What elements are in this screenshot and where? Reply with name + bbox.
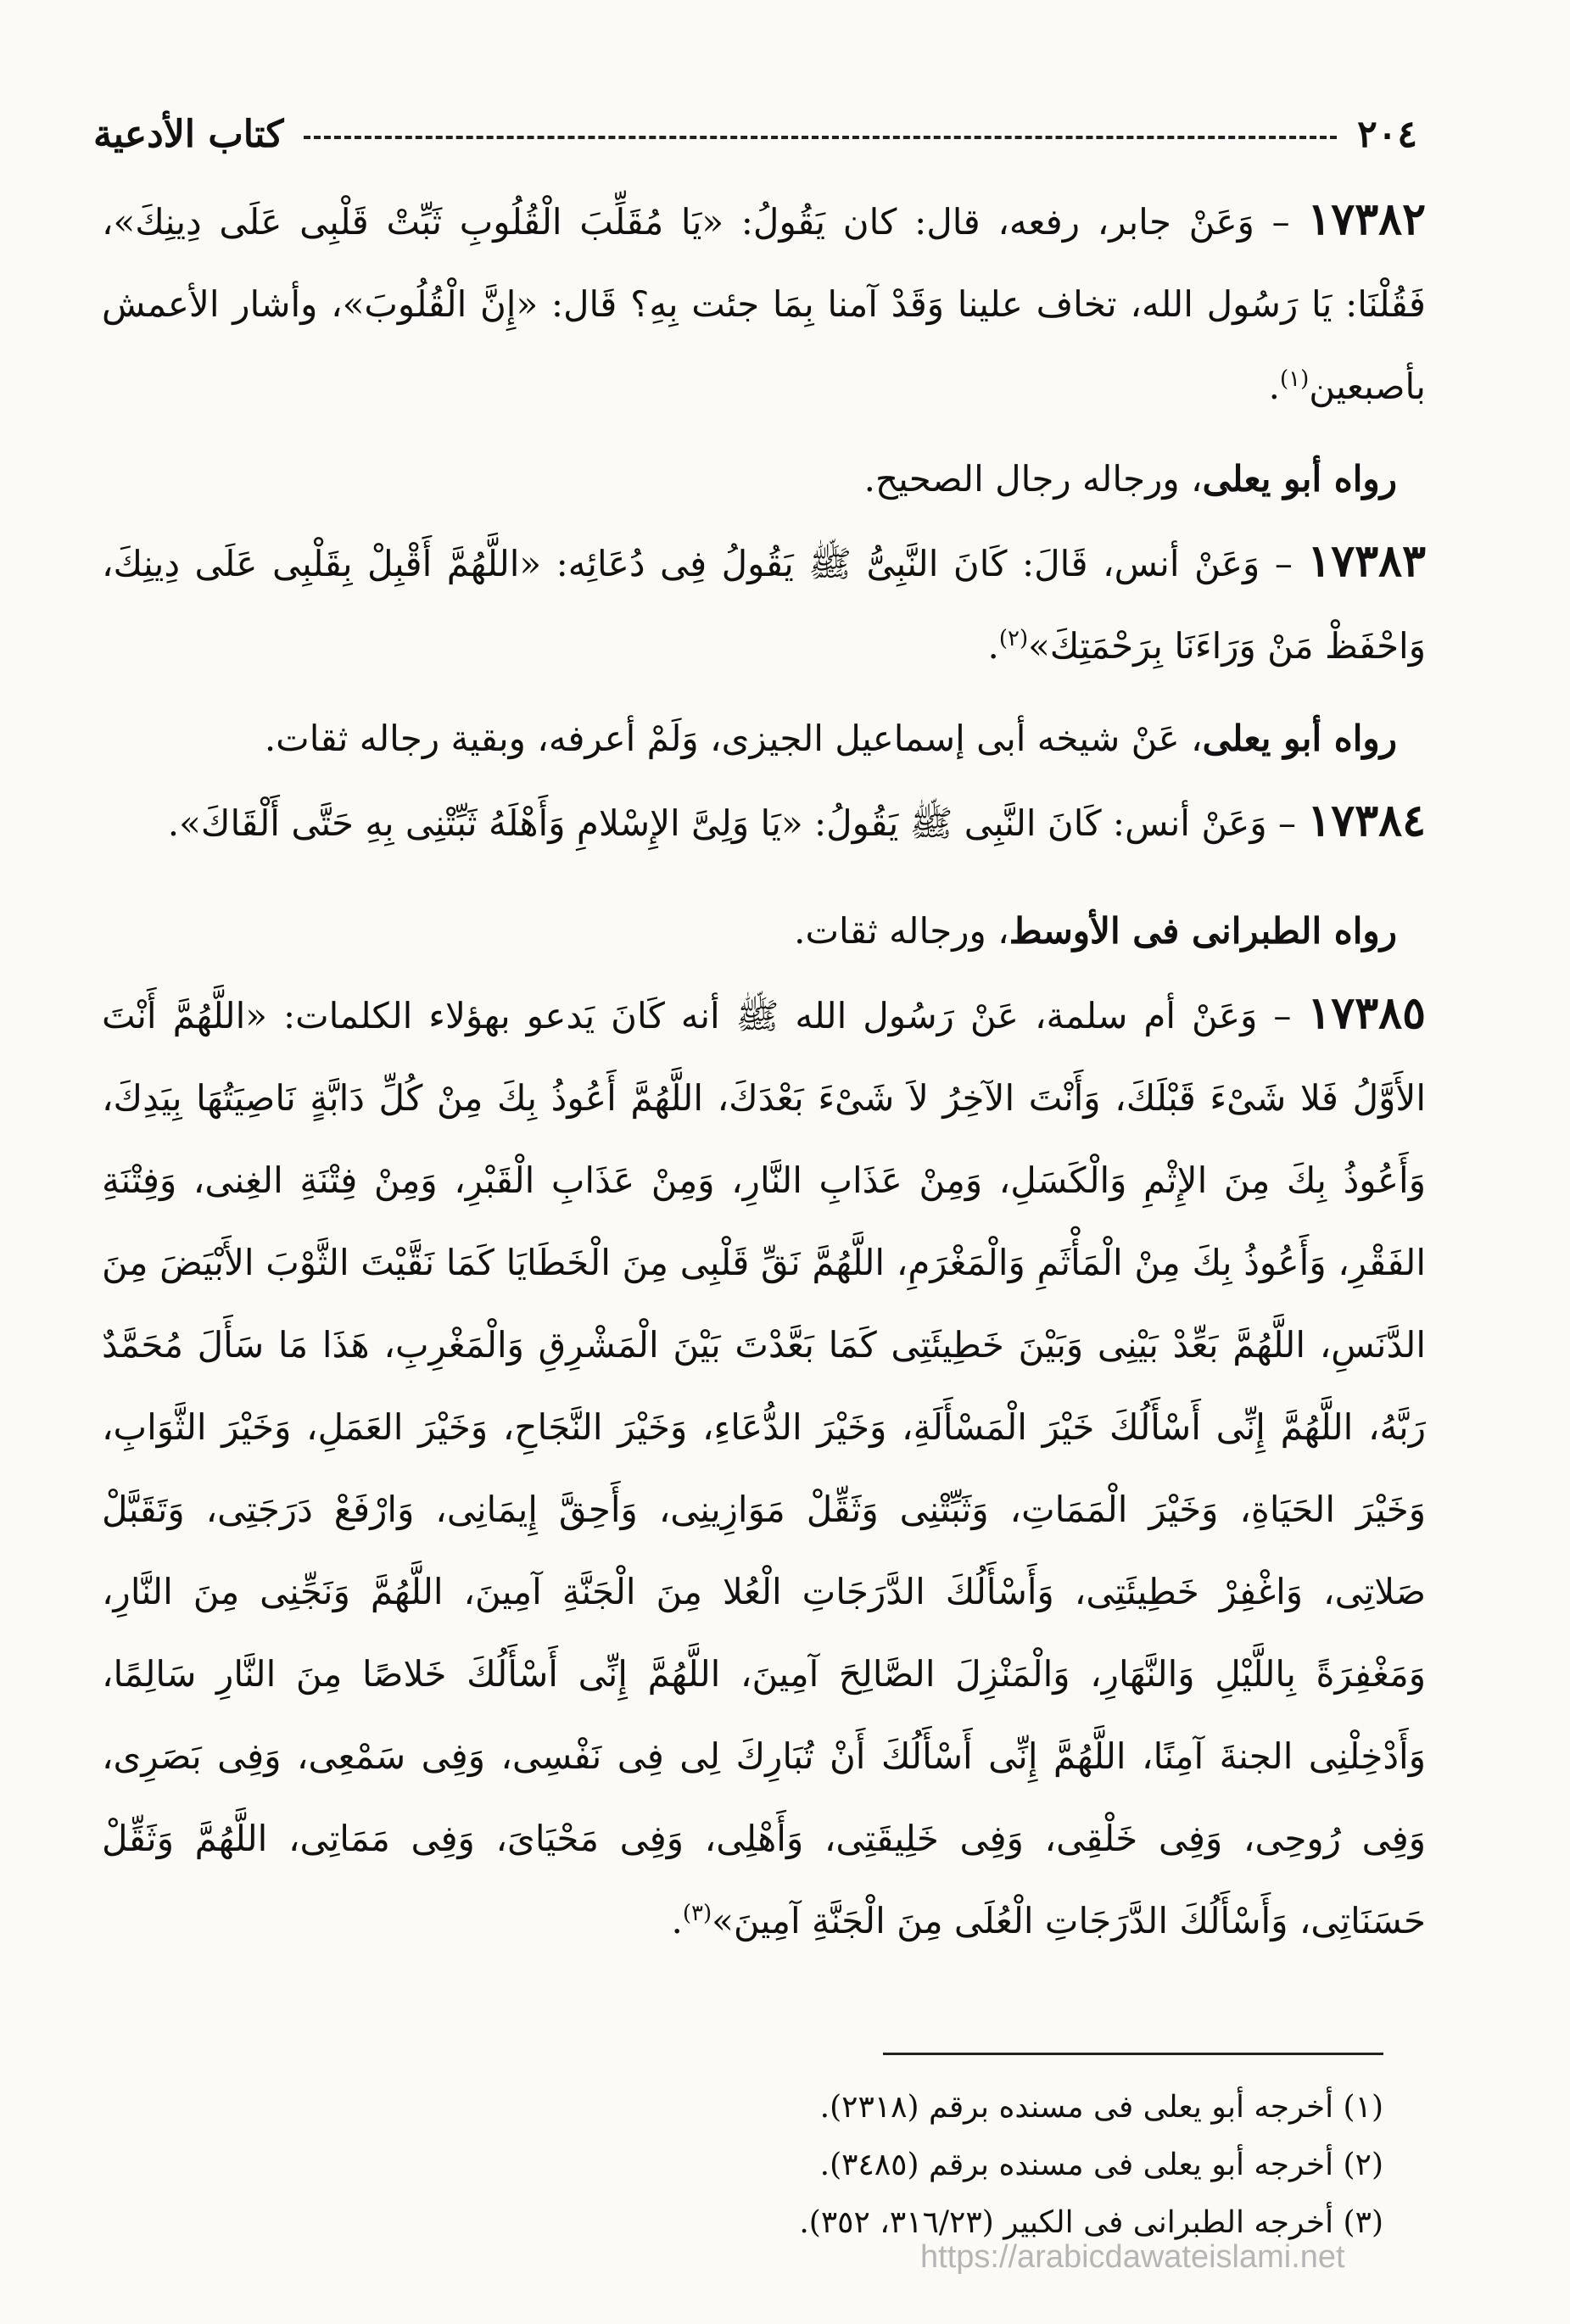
narration-rest: ، ورجاله رجال الصحيح. bbox=[863, 458, 1203, 500]
hadith-number: ١٧٣٨٤ bbox=[1307, 795, 1426, 846]
narration-note bbox=[102, 890, 1426, 972]
narration-note bbox=[102, 438, 1426, 520]
page-number: ٢٠٤ bbox=[1357, 112, 1417, 156]
watermark-url: https://arabicdawateislami.net bbox=[920, 2239, 1345, 2275]
hadith-text: – وَعَنْ أنس، قَالَ: كَانَ النَّبِىُّ ﷺ يَقُولُ فِى دُعَائِه: «اللَّهُمَّ أَقْبِلْ بِقَلْبِى عَلَى دِينِكَ، وَاحْفَظْ مَنْ وَرَاءَنَا بِرَحْمَتِكَ» bbox=[102, 543, 1426, 667]
hadith-number: ١٧٣٨٢ bbox=[1307, 193, 1426, 245]
hadith-text: – وَعَنْ جابر، رفعه، قال: كان يَقُولُ: «يَا مُقَلِّبَ الْقُلُوبِ ثَبِّتْ قَلْبِى عَلَى دِينِكَ»، فَقُلْنَا: يَا رَسُول الله، تخاف علينا وَقَدْ آمنا بِمَا جئت بِهِ؟ قَال: «إِنَّ الْقُلُوبَ»، وأشار الأعمش بأصبعين bbox=[102, 201, 1426, 407]
footnote-divider bbox=[883, 2053, 1383, 2055]
footnote: (١) أخرجه أبو يعلى فى مسنده برقم (٢٣١٨). bbox=[819, 2090, 1383, 2125]
hadith-entry bbox=[102, 520, 1426, 687]
footnote: (٣) أخرجه الطبرانى فى الكبير (٣١٦/٢٣، ٣٥٢). bbox=[799, 2205, 1383, 2240]
hadith-text: – وَعَنْ أنس: كَانَ النَّبِى ﷺ يَقُولُ: «يَا وَلِىَّ الإِسْلامِ وَأَهْلَهُ ثَبِّتْنِى بِهِ حَتَّى أَلْقَاكَ» bbox=[179, 802, 1308, 844]
header-rule bbox=[304, 136, 1337, 139]
narration-rest: ، عَنْ شيخه أبى إسماعيل الجيزى، وَلَمْ أعرفه، وبقية رجاله ثقات. bbox=[264, 718, 1203, 759]
narration-note bbox=[102, 697, 1426, 779]
footnote-ref[interactable]: (٣) bbox=[682, 1901, 712, 1926]
hadith-text: – وَعَنْ أم سلمة، عَنْ رَسُول الله ﷺ أنه كَانَ يَدعو بهؤلاء الكلمات: «اللَّهُمَّ أَنْتَ الأَوَّلُ فَلا شَىْءَ قَبْلَكَ، وَأَنْتَ الآخِرُ لاَ شَىْءَ بَعْدَكَ، اللَّهُمَّ أَعُوذُ بِكَ مِنْ كُلِّ دَابَّةٍ نَاصِيَتُهَا بِيَدِكَ، وَأَعُوذُ بِكَ مِنَ الإِثْمِ وَالْكَسَلِ، وَمِنْ عَذَابِ النَّارِ، وَمِنْ عَذَابِ الْقَبْرِ، وَمِنْ فِتْنَةِ الغِنى، وَفِتْنَةِ الفَقْرِ، وَأَعُوذُ بِكَ مِنْ الْمَأْثَمِ وَالْمَغْرَمِ، اللَّهُمَّ نَقِّ قَلْبِى مِنَ الْخَطَايَا كَمَا نَقَّيْتَ الثَّوْبَ الأَبْيَضَ مِنَ الدَّنَسِ، اللَّهُمَّ بَعِّدْ بَيْنِى وَبَيْنَ خَطِيئَتِى كَمَا بَعَّدْتَ بَيْنَ الْمَشْرِقِ وَالْمَغْرِبِ، هَذَا مَا سَأَلَ مُحَمَّدٌ رَبَّهُ، اللَّهُمَّ إِنِّى أَسْأَلُكَ خَيْرَ الْمَسْأَلَةِ، وَخَيْرَ الدُّعَاءِ، وَخَيْرَ النَّجَاحِ، وَخَيْرَ العَمَلِ، وَخَيْرَ الثَّوَابِ، وَخَيْرَ الحَيَاةِ، وَخَيْرَ الْمَمَاتِ، وَثَبِّتْنِى وَثَقِّلْ مَوَازِينِى، وَأَحِقَّ إِيمَانِى، وَارْفَعْ دَرَجَتِى، وَتَقَبَّلْ صَلاتِى، وَاغْفِرْ خَطِيئَتِى، وَأَسْأَلُكَ الدَّرَجَاتِ الْعُلا مِنَ الْجَنَّةِ آمِينَ، اللَّهُمَّ وَنَجِّنِى مِنَ النَّارِ، وَمَغْفِرَةً بِاللَّيْلِ وَالنَّهَارِ، وَالْمَنْزِلَ الصَّالِحَ آمِينَ، اللَّهُمَّ إِنِّى أَسْأَلُكَ خَلاصًا مِنَ النَّارِ سَالِمًا، وَأَدْخِلْنِى الجنةَ آمِنًا، اللَّهُمَّ إِنِّى أَسْأَلُكَ أَنْ تُبَارِكَ لِى فِى نَفْسِى، وَفِى سَمْعِى، وَفِى بَصَرِى، وَفِى رُوحِى، وَفِى خَلْقِى، وَفِى خَلِيقَتِى، وَأَهْلِى، وَفِى مَحْيَاىَ، وَفِى مَمَاتِى، اللَّهُمَّ وَثَقِّلْ حَسَنَاتِى، وَأَسْأَلُكَ الدَّرَجَاتِ الْعُلَى مِنَ الْجَنَّةِ آمِينَ» bbox=[102, 995, 1426, 1941]
footnote-ref[interactable]: (٢) bbox=[998, 626, 1029, 651]
main-text bbox=[102, 178, 1426, 1962]
hadith-entry bbox=[102, 779, 1426, 864]
page-header bbox=[93, 109, 1417, 159]
narration-source: رواه الطبرانى فى الأوسط bbox=[1008, 910, 1397, 952]
narration-source: رواه أبو يعلى bbox=[1202, 718, 1397, 759]
hadith-end: . bbox=[671, 1900, 683, 1941]
hadith-entry bbox=[102, 178, 1426, 427]
hadith-number: ١٧٣٨٥ bbox=[1307, 987, 1426, 1039]
hadith-number: ١٧٣٨٣ bbox=[1307, 535, 1426, 587]
footnote-ref[interactable]: (١) bbox=[1279, 366, 1310, 392]
hadith-end: . bbox=[1268, 366, 1280, 407]
hadith-end: . bbox=[167, 802, 180, 844]
book-title: كتاب الأدعية bbox=[93, 112, 284, 156]
footnote: (٢) أخرجه أبو يعلى فى مسنده برقم (٣٤٨٥). bbox=[819, 2148, 1383, 2182]
footnotes bbox=[144, 2053, 1383, 2252]
narration-source: رواه أبو يعلى bbox=[1202, 458, 1397, 500]
hadith-entry bbox=[102, 972, 1426, 1962]
narration-rest: ، ورجاله ثقات. bbox=[794, 910, 1009, 952]
hadith-end: . bbox=[987, 625, 999, 667]
